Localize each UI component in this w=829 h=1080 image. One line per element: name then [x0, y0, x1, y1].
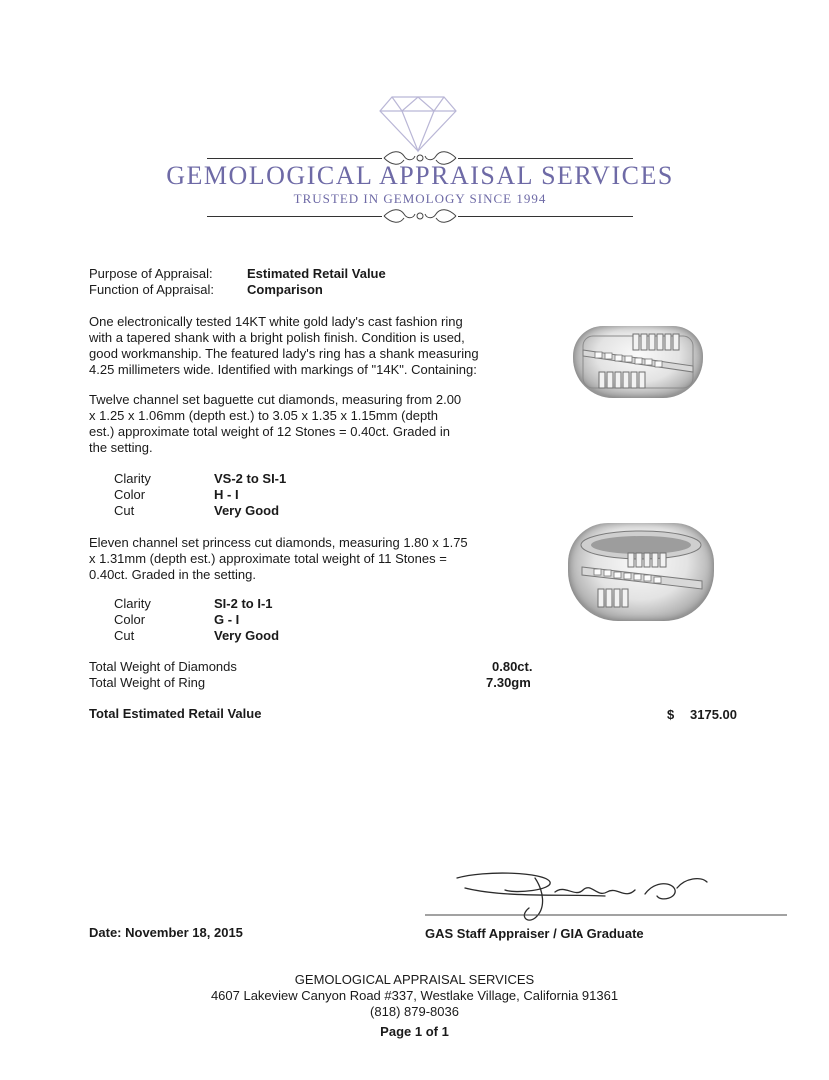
purpose-value: Estimated Retail Value: [247, 266, 386, 281]
stone-2-color: G - I: [214, 612, 240, 627]
page-number: Page 1 of 1: [380, 1024, 449, 1039]
diamond-logo-icon: [378, 93, 458, 153]
stone-1-line: x 1.25 x 1.06mm (depth est.) to 3.05 x 1.35 x 1.15mm (depth: [89, 408, 439, 423]
purpose-label: Purpose of Appraisal:: [89, 266, 213, 281]
company-name: GEMOLOGICAL APPRAISAL SERVICES: [166, 161, 674, 190]
ring-angle-illustration: [568, 523, 714, 621]
ring-photo-front: [573, 326, 703, 398]
ring-front-illustration: [573, 326, 703, 398]
stone-1-line: Twelve channel set baguette cut diamonds, measuring from 2.00: [89, 392, 462, 407]
stone-1-description: [89, 392, 509, 456]
total-diamonds-value: 0.80ct.: [492, 659, 533, 674]
appraiser-signature: [425, 868, 791, 930]
total-retail-label: Total Estimated Retail Value: [89, 706, 262, 721]
currency-symbol: $: [667, 707, 675, 722]
stone-1-line: est.) approximate total weight of 12 Stones = 0.40ct. Graded in: [89, 424, 450, 439]
function-label: Function of Appraisal:: [89, 282, 215, 297]
total-ring-value: 7.30gm: [486, 675, 531, 690]
stone-1-color-label: Color: [114, 487, 146, 502]
stone-2-clarity: SI-2 to I-1: [214, 596, 273, 611]
description-line: good workmanship. The featured lady's ring has a shank measuring: [89, 346, 479, 361]
footer-address: 4607 Lakeview Canyon Road #337, Westlake Village, California 91361: [210, 988, 619, 1003]
total-ring-label: Total Weight of Ring: [89, 675, 206, 690]
header-rule-bottom: [207, 216, 382, 217]
header-rule-top-right: [458, 158, 633, 159]
total-diamonds-label: Total Weight of Diamonds: [89, 659, 237, 674]
stone-1-color: H - I: [214, 487, 239, 502]
description-line: 4.25 millimeters wide. Identified with markings of "14K". Containing:: [89, 362, 477, 377]
stone-1-cut: Very Good: [214, 503, 280, 518]
description-line: with a tapered shank with a bright polish finish. Condition is used,: [89, 330, 465, 345]
header-rule-top: [207, 158, 382, 159]
ring-photo-angle: [568, 523, 714, 621]
appraiser-title: GAS Staff Appraiser / GIA Graduate: [425, 926, 644, 941]
footer-phone: (818) 879-8036: [370, 1004, 459, 1019]
stone-2-line: 0.40ct. Graded in the setting.: [89, 567, 256, 582]
footer-company: GEMOLOGICAL APPRAISAL SERVICES: [294, 972, 535, 987]
stone-2-line: Eleven channel set princess cut diamonds, measuring 1.80 x 1.75: [89, 535, 468, 550]
function-value: Comparison: [247, 282, 323, 297]
ring-description: [89, 314, 509, 378]
company-tagline: TRUSTED IN GEMOLOGY SINCE 1994: [293, 191, 547, 206]
stone-2-cut: Very Good: [214, 628, 280, 643]
stone-2-clarity-label: Clarity: [114, 596, 151, 611]
total-retail-value: 3175.00: [690, 707, 737, 722]
appraisal-date: Date: November 18, 2015: [89, 925, 243, 940]
stone-2-cut-label: Cut: [114, 628, 135, 643]
flourish-ornament-icon: [382, 206, 458, 226]
stone-2-color-label: Color: [114, 612, 146, 627]
stone-1-line: the setting.: [89, 440, 153, 455]
stone-1-cut-label: Cut: [114, 503, 135, 518]
stone-2-line: x 1.31mm (depth est.) approximate total weight of 11 Stones =: [89, 551, 447, 566]
footer: [0, 972, 829, 1040]
description-line: One electronically tested 14KT white gold lady's cast fashion ring: [89, 314, 463, 329]
stone-1-clarity-label: Clarity: [114, 471, 151, 486]
stone-2-description: [89, 535, 509, 583]
header-rule-bottom-right: [458, 216, 633, 217]
stone-1-clarity: VS-2 to SI-1: [214, 471, 287, 486]
